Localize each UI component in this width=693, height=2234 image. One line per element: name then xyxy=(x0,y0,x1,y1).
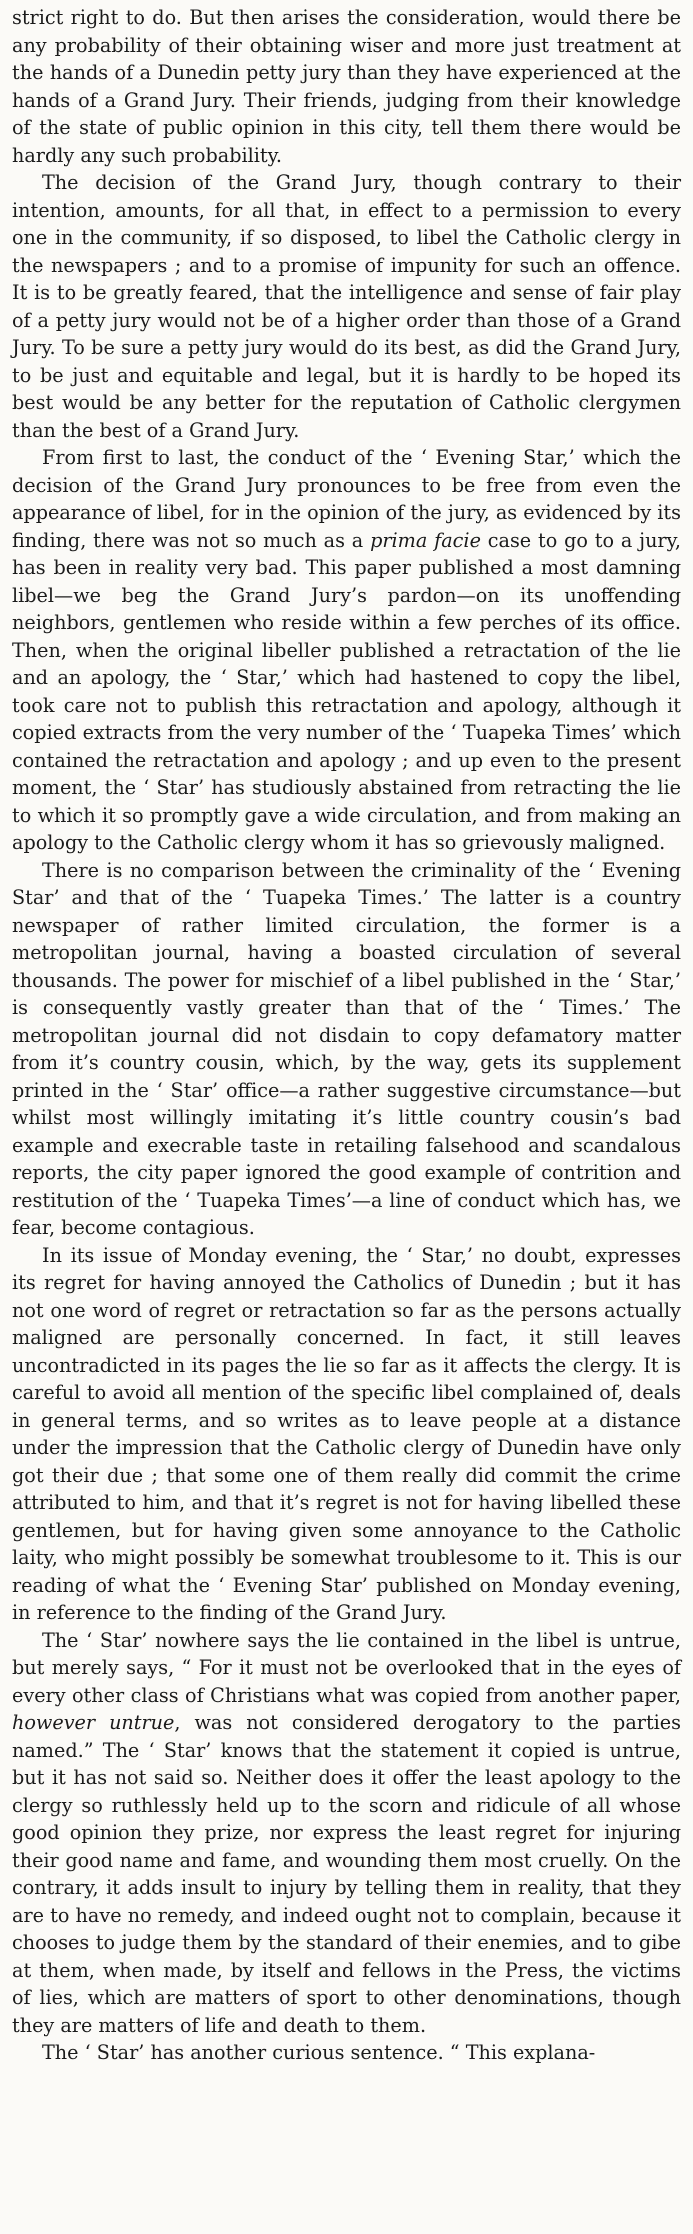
article-paragraph xyxy=(12,2039,681,2067)
paragraph-text: In its issue of Monday evening, the ‘ Star,’ no doubt, expresses its regret for having annoyed the Catholics of Dunedin ; but it has not one word of regret or retractation so far as the persons actually maligned are personally concerned. In fact, it still leaves uncontradicted in its pages the lie so far as it affects the clergy. It is careful to avoid all mention of the specific libel complained of, deals in general terms, and so writes as to leave people at a distance under the impression that the Catholic clergy of Dunedin have only got their due ; that some one of them really did commit the crime attributed to him, and that it’s regret is not for having libelled these gentlemen, but for having given some annoyance to the Catholic laity, who might possibly be somewhat troublesome to it. This is our reading of what the ‘ Evening Star’ published on Monday evening, in reference to the finding of the Grand Jury. xyxy=(12,1243,681,1624)
paragraph-text: From first to last, the conduct of the ‘ Evening Star,’ which the decision of the Grand Jury pronounces to be free from even the appearance of libel, for in the opinion of the jury, as evidenced by its finding, there was not so much as a xyxy=(12,446,681,552)
article-paragraph xyxy=(12,1627,681,2040)
article-paragraph xyxy=(12,444,681,857)
paragraph-text: The ‘ Star’ nowhere says the lie contained in the libel is untrue, but merely says, “ For it must not be overlooked that in the eyes of every other class of Christians what was copied from another paper, xyxy=(12,1628,681,1707)
paragraph-text: strict right to do. But then arises the consideration, would there be any probability of their obtaining wiser and more just treatment at the hands of a Dunedin petty jury than they have experienced at the hands of a Grand Jury. Their friends, judging from their knowledge of the state of public opinion in this city, tell them there would be hardly any such probability. xyxy=(12,6,681,167)
italic-phrase: however untrue xyxy=(12,1711,175,1734)
article-paragraph xyxy=(12,169,681,444)
paragraph-text: , was not considered derogatory to the parties named.” The ‘ Star’ knows that the statement it copied is untrue, but it has not said so. Neither does it offer the least apology to the clergy so ruthlessly held up to the scorn and ridicule of all whose good opinion they prize, nor express the least regret for injuring their good name and fame, and wounding them most cruelly. On the contrary, it adds insult to injury by telling them in reality, that they are to have no remedy, and indeed ought not to complain, because it chooses to judge them by the standard of their enemies, and to gibe at them, when made, by itself and fellows in the Press, the victims of lies, which are matters of sport to other denominations, though they are matters of life and death to them. xyxy=(12,1711,681,2037)
article-body xyxy=(12,4,681,2067)
article-paragraph xyxy=(12,4,681,169)
paragraph-text: The ‘ Star’ has another curious sentence. “ This explana- xyxy=(42,2041,596,2064)
italic-phrase: prima facie xyxy=(370,528,481,552)
paragraph-text: There is no comparison between the criminality of the ‘ Evening Star’ and that of the ‘ Tuapeka Times.’ The latter is a country newspaper of rather limited circulation, the former is a metropolitan journal, having a boasted circulation of several thousands. The power for mischief of a libel published in the ‘ Star,’ is consequently vastly greater than that of the ‘ Times.’ The metropolitan journal did not disdain to copy defamatory matter from it’s country cousin, which, by the way, gets its supplement printed in the ‘ Star’ office—a rather suggestive circumstance—but whilst most willingly imitating it’s little country cousin’s bad example and execrable taste in retailing falsehood and scandalous reports, the city paper ignored the good example of contrition and restitution of the ‘ Tuapeka Times’—a line of conduct which has, we fear, become contagious. xyxy=(12,858,681,1239)
paragraph-text: case to go to a jury, has been in reality very bad. This paper published a most damning libel—we beg the Grand Jury’s pardon—on its unoffending neighbors, gentlemen who reside within a few perches of its office. Then, when the original libeller published a retractation of the lie and an apology, the ‘ Star,’ which had hastened to copy the libel, took care not to publish this retractation and apology, although it copied extracts from the very number of the ‘ Tuapeka Times’ which contained the retractation and apology ; and up even to the present moment, the ‘ Star’ has studiously abstained from retracting the lie to which it so promptly gave a wide circulation, and from making an apology to the Catholic clergy whom it has so grievously maligned. xyxy=(12,528,681,854)
paragraph-text: The decision of the Grand Jury, though contrary to their intention, amounts, for all that, in effect to a permission to every one in the community, if so disposed, to libel the Catholic clergy in the newspapers ; and to a promise of impunity for such an offence. It is to be greatly feared, that the intelligence and sense of fair play of a petty jury would not be of a higher order than those of a Grand Jury. To be sure a petty jury would do its best, as did the Grand Jury, to be just and equitable and legal, but it is hardly to be hoped its best would be any better for the reputation of Catholic clergymen than the best of a Grand Jury. xyxy=(12,171,681,442)
article-paragraph xyxy=(12,1242,681,1627)
article-paragraph xyxy=(12,857,681,1242)
